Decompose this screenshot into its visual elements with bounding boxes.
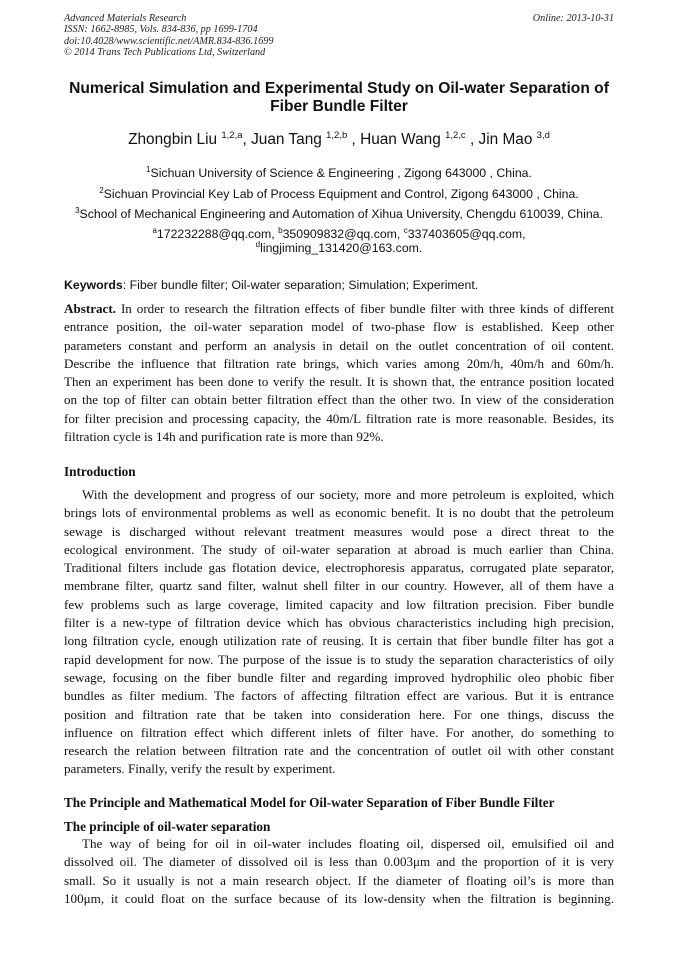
author-name: Huan Wang — [360, 131, 441, 148]
copyright-line: © 2014 Trans Tech Publications Ltd, Switzerland — [64, 47, 266, 59]
affiliation-marker: 3 — [75, 206, 80, 215]
intro-line: parameters. Finally, verify the result by experiment. — [64, 761, 336, 777]
email-a[interactable]: 172232288@qq.com, — [156, 227, 275, 241]
author-list: Zhongbin Liu $^{1,2,a}$, Juan Tang $^{1,2,b}$ , Huan Wang $^{1,2,c}$ , Jin Mao $^{3,d}$ — [128, 130, 550, 148]
intro-line: filter is a new-type of filtration device which has obvious characteristics including high precision, — [64, 615, 614, 631]
abstract-line: Describe the influence that filtration rate brings, which varies among 20m/h, 40m/h and 60m/h. — [64, 355, 614, 371]
abstract-line: entrance position, the oil-water separation model of two-phase flow is established. Keep other — [64, 319, 614, 335]
affiliation-3 — [40, 207, 638, 221]
intro-line: sewage is discharged without relevant treatment measures would pose a direct threat to the — [64, 523, 614, 539]
title-line-2: Fiber Bundle Filter — [270, 98, 408, 115]
title-line-1: Numerical Simulation and Experimental Study on Oil-water Separation of — [69, 80, 609, 97]
intro-line: influence on filtration effect which different inlets of filter have. For another, do something to — [64, 724, 614, 740]
running-header — [64, 13, 273, 59]
abstract-line: for filter precision and processing capacity, the 40m/L filtration rate is more reasonable. Besides, its — [64, 410, 614, 426]
intro-line: ecological environment. The study of oil-water separation at abroad is much earlier than China. — [64, 541, 614, 557]
abstract — [64, 300, 614, 446]
section2-line: The way of being for oil in oil-water includes floating oil, dispersed oil, emulsified oil and — [82, 836, 614, 851]
abstract-line: on the top of filter can obtain better filtration effect than the other two. In view of the consideration — [64, 392, 614, 408]
keywords-text: : Fiber bundle filter; Oil-water separation; Simulation; Experiment. — [122, 278, 479, 292]
section2-line: small. So it usually is not a main research object. If the diameter of floating oil’s is more than — [64, 872, 614, 888]
section-heading: The Principle and Mathematical Model for Oil-water Separation of Fiber Bundle Filter — [64, 795, 555, 810]
email-c[interactable]: 337403605@qq.com, — [407, 227, 526, 241]
author-superscript: 1,2,c — [445, 130, 466, 141]
issn-line: ISSN: 1662-8985, Vols. 834-836, pp 1699-1704 — [64, 24, 258, 36]
journal-name: Advanced Materials Research — [64, 13, 187, 24]
section2-line: dissolved oil. The diameter of dissolved oil is less than 0.003μm and the proportion of it is very — [64, 854, 614, 870]
keywords — [64, 278, 614, 292]
intro-line: Traditional filters include gas flotation device, electrophoresis apparatus, corrugated plate separator, — [64, 560, 614, 576]
abstract-line: Abstract. In order to research the filtration effects of fiber bundle filter with three kinds of different — [64, 301, 614, 316]
abstract-line: parameters constant and perform an analysis in detail on the outlet concentration of oil content. — [64, 337, 614, 353]
intro-line: rapid development for now. The purpose of the issue is to study the separation characteristics of oily — [64, 651, 614, 667]
keywords-label: Keywords — [64, 278, 123, 292]
author-name: Zhongbin Liu — [128, 131, 218, 148]
author-name: Jin Mao — [478, 131, 533, 148]
affiliation-marker: 1 — [146, 165, 151, 174]
doi-line: doi:10.4028/www.scientific.net/AMR.834-836.1699 — [64, 35, 274, 47]
intro-line: membrane filter, quartz sand filter, walnut shell filter in our country. However, all of them have a — [64, 578, 614, 594]
abstract-label: Abstract. — [64, 301, 116, 316]
affiliation-text: Sichuan Provincial Key Lab of Process Equipment and Control, Zigong 643000 , China. — [103, 187, 579, 201]
intro-line: few problems such as large coverage, limited capacity and low filtration precision. Fiber bundle — [64, 596, 614, 612]
affiliation-text: School of Mechanical Engineering and Automation of Xihua University, Chengdu 610039, China. — [79, 207, 603, 221]
intro-line: sewage, focusing on the fiber bundle filter and regarding improved hydrophilic oleo phobic fiber — [64, 669, 614, 685]
author-name: Juan Tang — [251, 131, 322, 148]
intro-line: long filtration cycle, enough utilization rate of reusing. It is certain that fiber bundle filter has got a — [64, 633, 614, 649]
email-line-1: $^a$172232288@qq.com, $^b$350909832@qq.com, $^c$337403605@qq.com, — [152, 226, 526, 241]
section2-line: 100μm, it could float on the surface because of its low-density when the filtration is beginning. — [64, 890, 614, 906]
introduction-body — [64, 486, 614, 779]
author-superscript: 3,d — [536, 130, 550, 141]
online-date: Online: 2013-10-31 — [532, 13, 614, 24]
intro-line: position and filtration rate that be taken into consideration here. For one things, discuss the — [64, 706, 614, 722]
abstract-line: filtration cycle is 14h and purification rate is more than 92%. — [64, 429, 384, 445]
subsection-heading: The principle of oil-water separation — [64, 819, 271, 834]
paper-title — [64, 80, 614, 116]
intro-line: research the relation between filtration rate and the concentration of outlet oil with other constant — [64, 743, 614, 759]
introduction-heading: Introduction — [64, 464, 136, 479]
section2-body — [64, 835, 614, 908]
author-superscript: 1,2,b — [326, 130, 348, 141]
email-d[interactable]: lingjiming_131420@163.com. — [260, 241, 423, 255]
affiliation-marker: 2 — [99, 186, 104, 195]
intro-line: With the development and progress of our society, more and more petroleum is exploited, which — [82, 487, 614, 502]
email-b[interactable]: 350909832@qq.com, — [282, 227, 401, 241]
intro-line: brings lots of environmental problems as well as economic benefit. It is no doubt that the petroleum — [64, 505, 614, 521]
abstract-line: Then an experiment has been done to verify the result. It is shown that, the entrance position located — [64, 374, 614, 390]
intro-line: bundles as filter medium. The factors of affecting filtration effect are various. But it is entrance — [64, 688, 614, 704]
author-superscript: 1,2,a — [221, 130, 243, 141]
affiliation-text: Sichuan University of Science & Engineering , Zigong 643000 , China. — [150, 166, 532, 180]
affiliation-2 — [40, 187, 638, 201]
email-line-2: $^d$lingjiming_131420@163.com. — [255, 240, 423, 255]
affiliation-1 — [40, 166, 638, 180]
